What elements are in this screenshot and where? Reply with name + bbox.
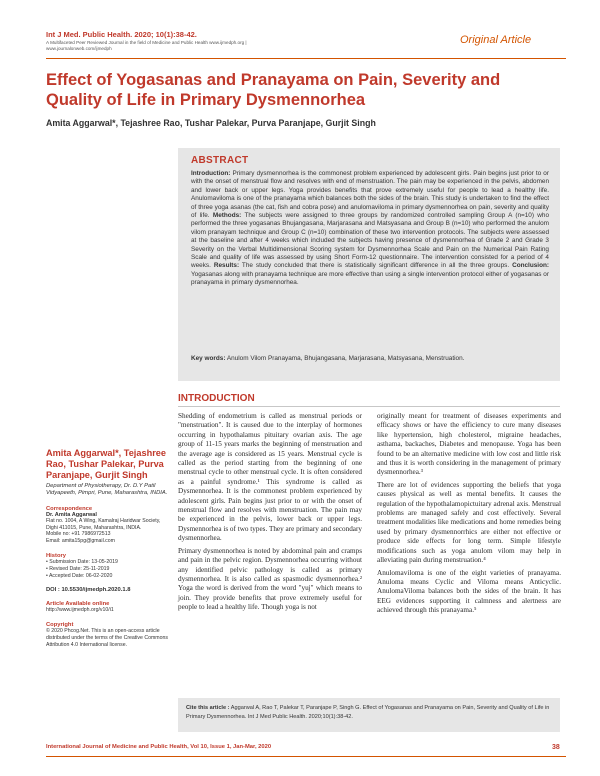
page-number: 38 [552, 744, 560, 751]
correspondence-email: Email: amita15pg@gmail.com [46, 538, 115, 545]
correspondence-mobile: Mobile no: +91 7986972513 [46, 531, 111, 538]
keywords [191, 355, 549, 363]
doi[interactable]: DOI : 10.5530/ijmedph.2020.1.8 [46, 587, 131, 594]
citation-label: Cite this article : [186, 705, 230, 711]
correspondence-heading: Correspondence [46, 505, 93, 512]
body-column-1 [178, 412, 362, 616]
results-label: Results: [213, 262, 240, 270]
keywords-text: Anulom Vilom Pranayama, Bhujangasana, Marjarasana, Matsyasana, Menstruation. [225, 355, 465, 362]
conclusion-label: Conclusion: [512, 262, 549, 270]
methods-label: Methods: [212, 212, 242, 220]
paragraph: Shedding of endometrium is called as menstrual periods or "menstruation". It is caused due to the interplay of hormones occurring in hypothalamus pituitary ovarian axis. The age group of 11-15 years marks the beginning of menstruation and the average age is considered as 15 years. Menstrual cycle is called as the period starting from the beginning of one menstrual cycle to other menstrual cycle. It is often considered as a painful syndrome.¹ This syndrome is called as Dysmennorhea. It is the commonest problem experienced by adolescent girls. Pain begins just prior to or with the onset of menstrual flow and resolves with menstruation. The pain may be experienced in the pelvis, lower back or upper legs. Dysmennorhea is of two types. They are primary and secondary dysmennorhea. [178, 412, 362, 543]
online-url[interactable]: http://www.ijmedph.org/v10/i1 [46, 607, 114, 614]
sidebar-affiliation: Department of Physiotherapy, Dr. D.Y Patil Vidyapeeth, Pimpri, Pune, Maharashtra, INDIA. [46, 483, 168, 497]
abstract-box [178, 148, 560, 381]
journal-subtitle: A Multifaceted Peer Reviewed Journal in the field of Medicine and Public Health www.ijmedph.org | www.journalonweb.com/ijmedph [46, 40, 247, 51]
journal-citation: Int J Med. Public Health. 2020; 10(1):38-42. [46, 30, 197, 39]
history-heading: History [46, 553, 66, 559]
introduction-rule [178, 406, 560, 407]
sidebar [46, 448, 170, 649]
paragraph: Primary dysmennorhea is noted by abdominal pain and cramps and pain in the pelvic region. Dysmennorhea occurring without any identified pelvic pathology is called as primary dysmennorhea. It is also called as spasmodic dysmennorhea.² Yoga the word is derived from the word "yuj" which means to join. They provide benefits that prove extremely useful for people to lead a healthy life. Though yoga is not [178, 546, 362, 612]
header-rule [46, 58, 566, 59]
author-list: Amita Aggarwal*, Tejashree Rao, Tushar Palekar, Purva Paranjape, Gurjit Singh [46, 118, 376, 128]
introduction-heading: INTRODUCTION [178, 393, 255, 404]
citation-body: Aggarwal A, Rao T, Palekar T, Paranjape P, Singh G. Effect of Yogasanas and Pranayama on Pain, Severity and Quality of Life in Primary Dysmennorhea. Int J Med Public Health. 2020;10(1):38-42. [186, 705, 550, 720]
article-title: Effect of Yogasanas and Pranayama on Pain, Severity and Quality of Life in Primary Dysmennorhea [46, 71, 501, 109]
paragraph: There are lot of evidences supporting the beliefs that yoga causes physical as well as mental benefits. It causes the regulation of the hypothalamopictuitary adrenal axis. Menstrual problems are managed safely and cost effectively. Several treatment modalities like medications and home remedies being used by primary dysmennorrhics are either not effective or produce side effects for long term. Simple lifestyle modifications such as yoga anulom vilom may help in alleviating pain during menstruation.⁴ [377, 480, 561, 565]
paragraph: originally meant for treatment of diseases experiments and efficacy shows or have the efficiency to cure many diseases like hypertension, high cholesterol, migraine headaches, asthama, backaches, Diabetes and menopause. Yoga has been found to be an alternative medicine with low cost and little risk and thus it is worth considering in the management of primary dysmennorhea.³ [377, 412, 561, 477]
abstract-intro: Primary dysmennorhea is the commonest problem experienced by adolescent girls. Pain begins just prior to or with the onset of menstrual flow and resolves with end of menstruation. The pain may be experienced in the pelvis, abdomen and lower back or upper legs. Yoga provides benefits that prove extremely useful for people to lead a healthy life. Anulomaviloma is one of the pranayama which balances both the sides of the brain. This study is undertaken to find the effect of three yoga asanas (the cat, fish and cobra pose) and anulomaviloma in primary dysmennorhea on pain, severity and quality of life. [191, 170, 549, 220]
body-column-2 [377, 412, 561, 619]
abstract-results: The study concluded that there is statistically significant difference in all the three groups. [239, 262, 513, 270]
abstract-methods: The subjects were assigned to three groups by randomized controlled sampling Group A (n=10) who performed the three yogasanas Bhujangasana, Marjarasana and Matsyasana and Group B (n=10) who performed the anulom vilom pranayam technique and Group C (n=10) combination of these two intervention protocols. The subjects were assessed at the baseline and after 4 weeks which included the subjects having presence of dysmennorhea of Grade 2 and Grade 3 Severity on the Verbal Multidimensional Scoring system for Dysmennorhea Scale and Pain on the Numerical Pain Rating Scale and quality of life was assessed by using Short Form-12 questionnaire. The intervention consisted for a period of 4 weeks. [191, 212, 550, 270]
intro-label: Introduction: [191, 170, 231, 177]
citation-box [178, 698, 560, 732]
copyright-text: © 2020 Phcog.Net. This is an open-access article distributed under the terms of the Creative Commons Attribution 4.0 International license. [46, 628, 168, 648]
abstract-heading: ABSTRACT [191, 155, 249, 166]
online-heading: Article Available online [46, 601, 110, 608]
keywords-label: Key words: [191, 355, 226, 362]
history-revised: • Revised Date: 25-11-2019 [46, 565, 110, 572]
abstract-conclusion: Yogasanas along with pranayama technique are more effective than using a single intervention protocol either of yogasanas or pranayama in primary dysmennorhea. [191, 270, 549, 287]
abstract-body [191, 170, 549, 288]
copyright-heading: Copyright [46, 622, 74, 629]
correspondence-name: Dr. Amita Aggarwal [46, 511, 97, 518]
correspondence-address: Flat no. 1004, A Wing, Kamalraj Haridwar Society, Dighi 411015, Pune, Maharashtra, INDIA. [46, 517, 161, 531]
history-submission: • Submission Date: 13-05-2019 [46, 559, 118, 565]
paragraph: Anulomaviloma is one of the eight varieties of pranayama. Anuloma means Cyclic and Viloma means Anticyclic. AnulomaViloma balances both the sides of the brain. It has EEG evidences supporting it calmness and alertness are achieved through this pranayama.⁵ [377, 568, 561, 615]
sidebar-authors: Amita Aggarwal*, Tejashree Rao, Tushar Palekar, Purva Paranjape, Gurjit Singh [46, 448, 166, 480]
citation-text [186, 704, 554, 721]
footer-rule [46, 756, 566, 757]
history-accepted: • Accepted Date: 06-02-2020 [46, 572, 113, 579]
footer-journal: International Journal of Medicine and Public Health, Vol 10, Issue 1, Jan-Mar, 2020 [46, 744, 272, 750]
article-type-label: Original Article [460, 34, 532, 46]
